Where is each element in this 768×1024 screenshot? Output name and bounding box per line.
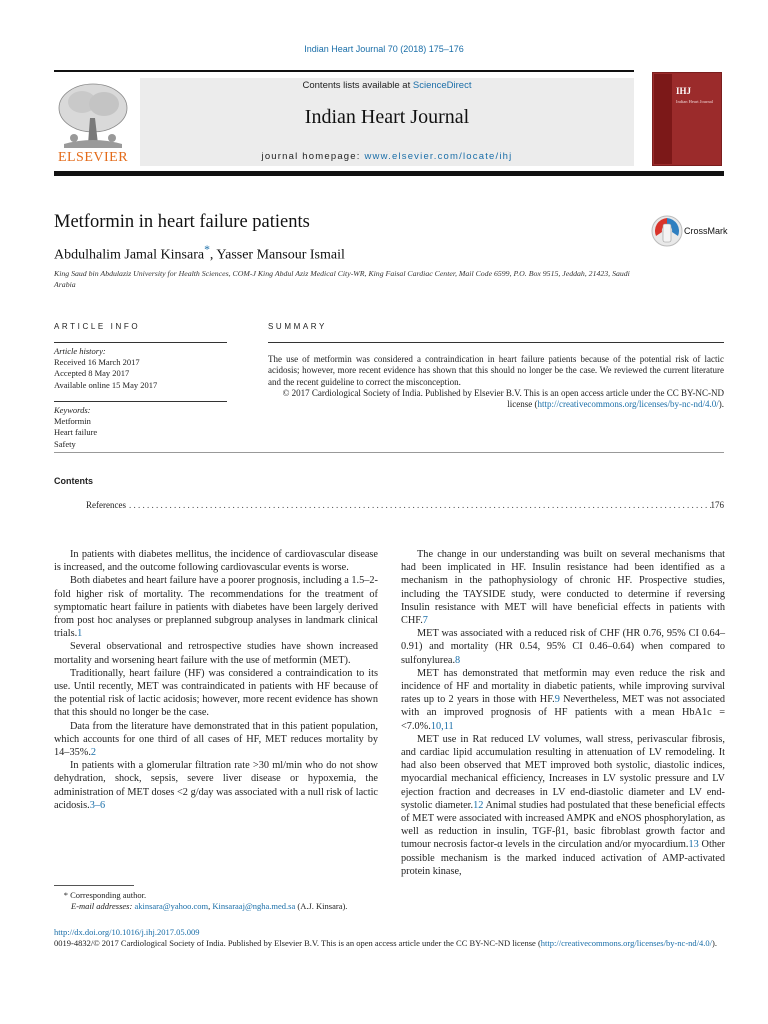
author-name: Abdulhalim Jamal Kinsara [54,247,205,263]
paragraph: In patients with a glomerular filtration rate >30 ml/min who do not show dehydration, shock, sepsis, severe liver disease or hypoxemia, the administration of MET doses <2 g/day was associated with a null risk of lactic acidosis.3–6 [54,760,378,811]
paragraph: Several observational and retrospective studies have shown increased mortality and worsening heart failure with the use of metformin (MET). [54,641,378,666]
doi-link[interactable]: http://dx.doi.org/10.1016/j.ihj.2017.05.009 [54,927,200,937]
corresponding-label: Corresponding author. [70,890,147,900]
article-history [54,357,157,391]
footnote-rule [54,885,134,886]
homepage-prefix: journal homepage: [261,151,365,162]
paragraph: MET use in Rat reduced LV volumes, wall stress, perivascular fibrosis, and cardiac lipid accumulation resulting in attenuation of LV remodeling. It had also been observed that MET improved both systolic, diastolic indices, myocardial mechanical efficiency, Increases in LV systolic pressure and LV ejection fraction and decreases in LV end-diastolic diameter and LV end-systolic diameter.12 Animal studies had postulated that these beneficial effects of MET were associated with increased AMPK and eNOS phosphorylation, as well as reduction in insulin, TGF-β1, basic fibroblast growth factor and tumour necrosis factor-α levels in the circulation and/or myocardium.13 Other possible mechanism is the marked induced activation of AMP-activated protein kinase, [401,733,725,877]
issn-copyright-line [54,938,724,949]
article-title: Metformin in heart failure patients [54,212,310,232]
article-info-rule [54,342,227,343]
keywords-rule [54,401,227,402]
author-list [54,243,345,264]
copyright-end: ). [718,399,724,410]
elsevier-wordmark: ELSEVIER [57,150,129,165]
article-info-heading: ARTICLE INFO [54,322,141,331]
homepage-link[interactable]: www.elsevier.com/locate/ihj [364,151,513,162]
crossmark-icon[interactable] [650,214,684,248]
author-name: Yasser Mansour Ismail [216,247,345,263]
toc-label[interactable]: References [86,500,126,510]
reference-link[interactable]: 1 [77,628,83,640]
header-bottom-rule [54,171,724,176]
footer-license-link[interactable]: http://creativecommons.org/licenses/by-nc-nd/4.0/ [540,938,713,948]
cover-title: IHJ [676,86,692,96]
author-separator: , [209,247,217,263]
footnote-mark: * [63,890,68,900]
license-link[interactable]: http://creativecommons.org/licenses/by-nc-nd/4.0/ [537,399,719,410]
article-history-label: Article history: [54,346,106,356]
email-link[interactable]: akinsara@yahoo.com [134,901,209,911]
reference-link[interactable]: 2 [90,747,97,759]
paragraph: MET has demonstrated that metformin may even reduce the risk and incidence of HF and mortality in diabetic patients, while improving survival rates up to 2 years in those with HF.9 Nevertheless, MET was not associated with an improved prognosis of HF patients with a mean HbA1c = <7.0%.10,11 [401,667,725,732]
summary-text [268,354,724,410]
email-separator: , [208,901,213,911]
summary-copyright [268,388,724,411]
reference-link[interactable]: 8 [455,654,461,666]
paragraph: The change in our understanding was built on several mechanisms that had been implicated in HF. Insulin resistance had been identified as a mechanism in the pathophysiology of chronic HF. Prospective studies, including the TAYSIDE study, were conducted to determine if reversing Insulin resistance with MET will have beneficial effects in patients with CHF.7 [401,549,725,627]
reference-link[interactable]: 9 [554,694,560,706]
cover-subtitle: Indian Heart Journal [676,99,713,104]
keyword: Metformin [54,416,91,426]
corresponding-author-mark[interactable]: * [204,243,210,256]
crossmark-label[interactable]: CrossMark [684,226,728,236]
contents-available-line [140,80,634,91]
keywords-label: Keywords: [54,405,91,415]
email-link[interactable]: Kinsaraaj@ngha.med.sa [212,901,296,911]
reference-link[interactable]: 10,11 [430,720,454,732]
sciencedirect-link[interactable]: ScienceDirect [412,80,472,91]
toc-leader-dots [126,500,711,510]
journal-homepage-line [140,151,634,162]
history-received: Received 16 March 2017 [54,357,140,367]
toc-page: 176 [710,500,724,510]
toc-item-references[interactable] [86,500,724,510]
contents-rule [54,452,724,453]
header-top-rule [54,70,634,72]
history-online: Available online 15 May 2017 [54,379,158,390]
summary-body: The use of metformin was considered a contraindication in heart failure patients because of the potential risk of lactic acidosis; however, more recent evidence has shown that this should no longer be the case. We reviewed the current literature and the recent guideline to correct the misconception. [268,354,724,387]
paragraph: MET was associated with a reduced risk of CHF (HR 0.76, 95% CI 0.64–0.91) and mortality (HR 0.54, 95% CI 0.46–0.64) when compared to sulfonylurea.8 [401,628,725,666]
paragraph: Both diabetes and heart failure have a poorer prognosis, including a 1.5–2-fold higher risk of mortality. The recommendations for the treatment of symptomatic heart failure in patients with diabetes have been largely derived from post hoc analyses or preplanned subgroup analyses in landmark clinical trials.1 [54,575,378,640]
journal-citation[interactable]: Indian Heart Journal 70 (2018) 175–176 [304,44,464,54]
copyright-text: © 2017 Cardiological Society of India. Published by Elsevier B.V. This is an open access article under the CC BY-NC-ND license ( [282,387,724,410]
keywords-list [54,416,97,450]
paragraph: In patients with diabetes mellitus, the incidence of cardiovascular disease is increased, and the outcome following cardiovascular events is worse. [54,549,378,574]
contents-heading: Contents [54,476,93,486]
email-label: E-mail addresses: [71,901,133,911]
reference-link[interactable]: 13 [688,839,699,851]
corresponding-author-footnote [54,890,384,912]
author-affiliation: King Saud bin Abdulaziz University for Health Sciences, COM-J King Abdul Aziz Medical City-WR, King Faisal Cardiac Center, Mail Code 6599, P.O. Box 9515, Jeddah, 21423, Saudi Arabia [54,269,630,289]
journal-cover-spine [654,74,672,164]
issn-text: 0019-4832/© 2017 Cardiological Society of India. Published by Elsevier B.V. This is an open access article under the CC BY-NC-ND license ( [54,938,541,948]
issn-end: ). [712,938,717,948]
body-column-right [401,548,725,878]
keyword: Safety [54,438,76,449]
contents-prefix: Contents lists available at [302,80,413,91]
summary-rule [268,342,724,343]
summary-heading: SUMMARY [268,322,327,331]
keyword: Heart failure [54,427,98,438]
paragraph: Traditionally, heart failure (HF) was considered a contraindication to its use. Until recently, MET was contraindicated in patients with HF because of the potential risk of lactic acidosis; however, more recent evidence has shown that this should no longer be the case. [54,667,378,719]
body-column-left [54,548,378,812]
journal-title: Indian Heart Journal [304,106,470,128]
reference-link[interactable]: 3–6 [89,799,106,811]
history-accepted: Accepted 8 May 2017 [54,368,130,379]
reference-link[interactable]: 12 [473,799,484,811]
paragraph: Data from the literature have demonstrated that in this patient population, which accounts for one third of all cases of HF, MET reduces mortality by 14–35%.2 [54,720,378,759]
email-owner: (A.J. Kinsara). [295,901,348,911]
reference-link[interactable]: 7 [422,615,428,627]
